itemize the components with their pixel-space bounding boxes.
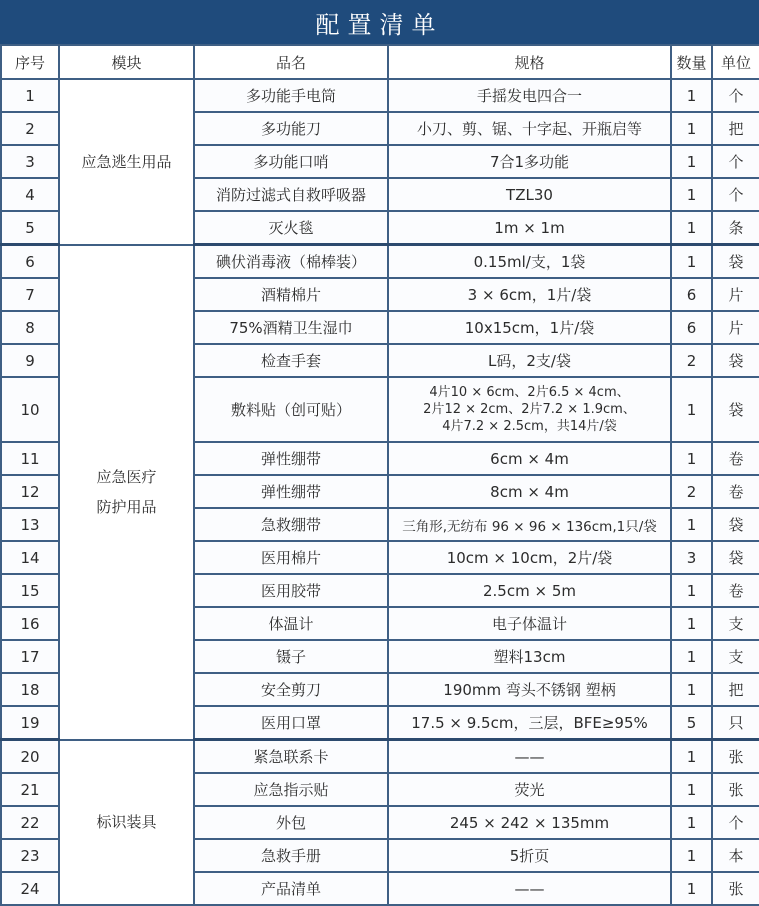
item-spec: L码，2支/袋 [388,344,671,377]
item-unit: 个 [712,806,759,839]
item-unit: 卷 [712,475,759,508]
row-index: 19 [1,706,59,740]
item-name: 产品清单 [194,872,388,905]
item-spec: TZL30 [388,178,671,211]
module-escape: 应急逃生用品 [59,79,194,245]
item-qty: 1 [671,740,712,774]
row-index: 9 [1,344,59,377]
item-spec: 手摇发电四合一 [388,79,671,112]
item-qty: 1 [671,245,712,279]
item-spec-line: 2片12 × 2cm、2片7.2 × 1.9cm、 [423,402,636,417]
item-name: 紧急联系卡 [194,740,388,774]
item-name: 急救手册 [194,839,388,872]
item-spec: 0.15ml/支，1袋 [388,245,671,279]
row-index: 10 [1,377,59,442]
item-name: 75%酒精卫生湿巾 [194,311,388,344]
item-unit: 张 [712,872,759,905]
row-index: 7 [1,278,59,311]
configuration-table [0,44,759,906]
item-qty: 6 [671,311,712,344]
item-qty: 1 [671,607,712,640]
item-qty: 1 [671,211,712,245]
item-spec: 1m × 1m [388,211,671,245]
item-name: 医用棉片 [194,541,388,574]
item-unit: 袋 [712,344,759,377]
row-index: 1 [1,79,59,112]
item-spec: 6cm × 4m [388,442,671,475]
module-marking: 标识装具 [59,740,194,906]
item-qty: 1 [671,806,712,839]
item-unit: 袋 [712,377,759,442]
module-medical-line1: 应急医疗 [96,468,157,486]
item-spec: 8cm × 4m [388,475,671,508]
item-qty: 1 [671,640,712,673]
item-name: 多功能刀 [194,112,388,145]
item-qty: 1 [671,673,712,706]
item-name: 弹性绷带 [194,442,388,475]
item-name: 外包 [194,806,388,839]
item-name: 弹性绷带 [194,475,388,508]
item-name: 灭火毯 [194,211,388,245]
item-spec: 190mm 弯头不锈钢 塑柄 [388,673,671,706]
item-unit: 卷 [712,574,759,607]
item-qty: 2 [671,344,712,377]
item-name: 消防过滤式自救呼吸器 [194,178,388,211]
item-spec: 小刀、剪、锯、十字起、开瓶启等 [388,112,671,145]
header-module: 模块 [59,45,194,79]
item-spec: 荧光 [388,773,671,806]
item-spec: 10cm × 10cm，2片/袋 [388,541,671,574]
item-spec: —— [388,872,671,905]
row-index: 24 [1,872,59,905]
table-row [1,740,759,774]
row-index: 23 [1,839,59,872]
page-title: 配置清单 [0,0,759,44]
item-unit: 条 [712,211,759,245]
item-unit: 只 [712,706,759,740]
row-index: 2 [1,112,59,145]
item-spec: 三角形,无纺布 96 × 96 × 136cm,1只/袋 [388,508,671,541]
header-row [1,45,759,79]
item-qty: 1 [671,839,712,872]
item-qty: 1 [671,508,712,541]
item-qty: 1 [671,112,712,145]
item-qty: 3 [671,541,712,574]
item-unit: 本 [712,839,759,872]
item-spec: 2.5cm × 5m [388,574,671,607]
row-index: 4 [1,178,59,211]
item-name: 多功能口哨 [194,145,388,178]
item-qty: 1 [671,574,712,607]
header-qty: 数量 [671,45,712,79]
item-unit: 个 [712,145,759,178]
item-unit: 袋 [712,541,759,574]
row-index: 3 [1,145,59,178]
item-spec: 3 × 6cm，1片/袋 [388,278,671,311]
item-qty: 6 [671,278,712,311]
item-name: 医用口罩 [194,706,388,740]
item-spec [388,377,671,442]
row-index: 22 [1,806,59,839]
item-name: 酒精棉片 [194,278,388,311]
item-qty: 1 [671,178,712,211]
header-unit: 单位 [712,45,759,79]
row-index: 17 [1,640,59,673]
item-unit: 片 [712,311,759,344]
item-unit: 袋 [712,508,759,541]
item-name: 多功能手电筒 [194,79,388,112]
item-unit: 袋 [712,245,759,279]
row-index: 5 [1,211,59,245]
item-name: 医用胶带 [194,574,388,607]
row-index: 8 [1,311,59,344]
item-spec: 17.5 × 9.5cm，三层，BFE≥95% [388,706,671,740]
item-unit: 张 [712,773,759,806]
item-name: 急救绷带 [194,508,388,541]
item-unit: 个 [712,178,759,211]
item-qty: 1 [671,442,712,475]
header-spec: 规格 [388,45,671,79]
item-spec: 5折页 [388,839,671,872]
item-spec: —— [388,740,671,774]
item-qty: 5 [671,706,712,740]
item-unit: 支 [712,607,759,640]
item-name: 敷料贴（创可贴） [194,377,388,442]
row-index: 11 [1,442,59,475]
module-medical [59,245,194,740]
row-index: 21 [1,773,59,806]
item-spec-line: 4片7.2 × 2.5cm，共14片/袋 [442,419,617,434]
item-name: 碘伏消毒液（棉棒装） [194,245,388,279]
item-spec: 电子体温计 [388,607,671,640]
row-index: 18 [1,673,59,706]
item-unit: 支 [712,640,759,673]
item-unit: 卷 [712,442,759,475]
header-name: 品名 [194,45,388,79]
row-index: 12 [1,475,59,508]
item-qty: 2 [671,475,712,508]
row-index: 20 [1,740,59,774]
row-index: 15 [1,574,59,607]
item-spec-line: 4片10 × 6cm、2片6.5 × 4cm、 [429,385,630,400]
item-qty: 1 [671,377,712,442]
item-qty: 1 [671,773,712,806]
row-index: 16 [1,607,59,640]
item-name: 体温计 [194,607,388,640]
item-unit: 片 [712,278,759,311]
item-qty: 1 [671,872,712,905]
item-name: 检查手套 [194,344,388,377]
item-name: 安全剪刀 [194,673,388,706]
item-qty: 1 [671,145,712,178]
item-spec: 10x15cm，1片/袋 [388,311,671,344]
table-row [1,79,759,112]
item-name: 镊子 [194,640,388,673]
item-unit: 把 [712,112,759,145]
item-unit: 张 [712,740,759,774]
table-row [1,245,759,279]
row-index: 14 [1,541,59,574]
item-spec: 245 × 242 × 135mm [388,806,671,839]
item-name: 应急指示贴 [194,773,388,806]
item-unit: 把 [712,673,759,706]
row-index: 13 [1,508,59,541]
item-qty: 1 [671,79,712,112]
row-index: 6 [1,245,59,279]
header-index: 序号 [1,45,59,79]
module-medical-line2: 防护用品 [96,498,157,516]
item-spec: 塑料13cm [388,640,671,673]
item-spec: 7合1多功能 [388,145,671,178]
item-unit: 个 [712,79,759,112]
